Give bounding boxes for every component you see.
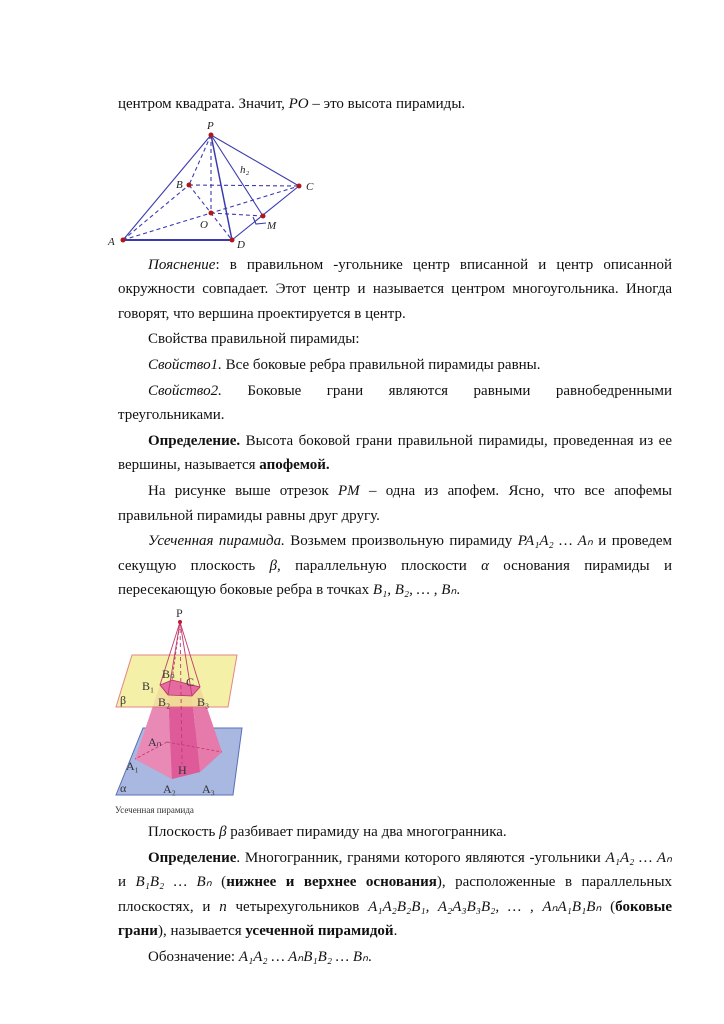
math: A₁A₂B₂B₁, A₂A₃B₃B₂, … , AₙA₁B₁Bₙ xyxy=(368,898,602,915)
text: и проведем секущую плоскость xyxy=(118,533,673,574)
math: PM xyxy=(338,482,360,499)
label-b: B xyxy=(176,178,183,191)
text: Боковые грани являются равными равнобедренными треугольниками. xyxy=(118,382,672,424)
label-h: H xyxy=(178,762,187,777)
paragraph-apothem-pm xyxy=(118,479,672,528)
label-b2: B₂ xyxy=(158,694,171,709)
text: усеченной пирамидой xyxy=(245,923,394,940)
text: четырехугольников xyxy=(226,898,369,915)
text: Усеченная пирамида. xyxy=(148,533,285,550)
math: B₁B₂ … Bₙ xyxy=(135,874,212,891)
text: ), называется xyxy=(157,923,246,940)
label-c: C xyxy=(306,180,314,193)
text: . xyxy=(456,582,461,599)
label-b1: B₁ xyxy=(142,678,155,693)
math: β xyxy=(269,557,277,574)
paragraph-truncated-intro xyxy=(118,529,672,603)
label-alpha: α xyxy=(120,780,127,795)
figure-caption: Усеченная пирамида xyxy=(115,804,194,815)
text: разбивает пирамиду на два многогранника. xyxy=(226,823,507,840)
math: B₁, B₂, … , Bₙ xyxy=(372,582,457,599)
text: ( xyxy=(601,898,616,915)
math: n xyxy=(219,898,227,915)
math: α xyxy=(481,557,489,574)
document-body xyxy=(108,92,673,970)
text: Определение xyxy=(148,849,237,866)
text: , параллельную плоскости xyxy=(276,557,482,574)
label-h2: h₂ xyxy=(240,163,250,176)
text: Обозначение: xyxy=(148,948,239,965)
text: Определение. xyxy=(148,432,241,449)
text: Свойство2. xyxy=(148,382,222,399)
label-m: M xyxy=(267,219,277,232)
text: : в правильном -угольнике центр вписанной и центр описанной окружности совпадает. Этот центр и называется центром многоугольника. Иногда говорят, что вершина проектируется в центр. xyxy=(118,256,672,322)
text: основания пирамиды и пересекающую боковые ребра в точках xyxy=(118,557,672,599)
label-a2: A₂ xyxy=(163,781,176,796)
label-p: P xyxy=(176,605,183,620)
text: апофемой. xyxy=(259,457,330,474)
text: Свойство1. xyxy=(148,356,222,373)
text: боковые грани xyxy=(118,898,672,940)
label-c: C xyxy=(186,674,195,689)
paragraph-property1 xyxy=(118,353,672,378)
figure-truncated-pyramid xyxy=(0,604,724,820)
label-beta: β xyxy=(120,692,127,707)
label-an: Aₙ xyxy=(148,734,162,749)
text: . xyxy=(368,948,372,965)
label-bn: Bₙ xyxy=(162,666,175,681)
text: . Многогранник, гранями которого являются -угольники xyxy=(236,849,606,866)
paragraph-properties-heading xyxy=(118,327,672,352)
text: ), расположенные в параллельных плоскостях, и xyxy=(118,874,673,915)
text: Высота боковой грани правильной пирамиды, проведенная из ее вершины, называется xyxy=(118,432,672,474)
label-p: P xyxy=(207,119,214,132)
text: На рисунке выше отрезок xyxy=(148,482,339,499)
math: A₁A₂ … Aₙ xyxy=(605,849,672,866)
text: Все боковые ребра правильной пирамиды равны. xyxy=(221,356,541,373)
text: Пояснение xyxy=(148,256,216,273)
text: – одна из апофем. Ясно, что все апофемы правильной пирамиды равны друг другу. xyxy=(118,482,673,524)
text: . xyxy=(393,923,398,940)
label-a: A xyxy=(108,235,115,248)
text: Свойства правильной пирамиды: xyxy=(148,331,360,348)
text: нижнее и верхнее основания xyxy=(226,874,437,891)
label-a1: A₁ xyxy=(126,758,139,773)
text: – это высота пирамиды. xyxy=(308,96,466,112)
label-b3: B₃ xyxy=(197,694,210,709)
label-d: D xyxy=(237,238,245,251)
paragraph-plane-divides xyxy=(118,820,672,845)
text: ( xyxy=(211,874,227,891)
paragraph-apothem-definition xyxy=(118,429,672,478)
paragraph-center-height xyxy=(118,92,672,117)
label-a3: A₃ xyxy=(202,781,215,796)
text: и xyxy=(118,874,136,891)
math: PO xyxy=(288,96,309,112)
paragraph-property2 xyxy=(118,379,672,428)
paragraph-truncated-definition xyxy=(118,846,672,944)
label-o: O xyxy=(200,218,208,231)
text: Возьмем произвольную пирамиду xyxy=(284,533,518,550)
math: β xyxy=(219,823,227,840)
paragraph-explanation xyxy=(118,253,672,327)
paragraph-notation xyxy=(118,945,672,970)
math: PA₁A₂ … Aₙ xyxy=(517,533,593,550)
text: центром квадрата. Значит, xyxy=(118,96,289,112)
figure-regular-pyramid xyxy=(0,118,724,253)
math: A₁A₂ … AₙB₁B₂ … Bₙ xyxy=(238,948,369,965)
text: Плоскость xyxy=(148,823,220,840)
